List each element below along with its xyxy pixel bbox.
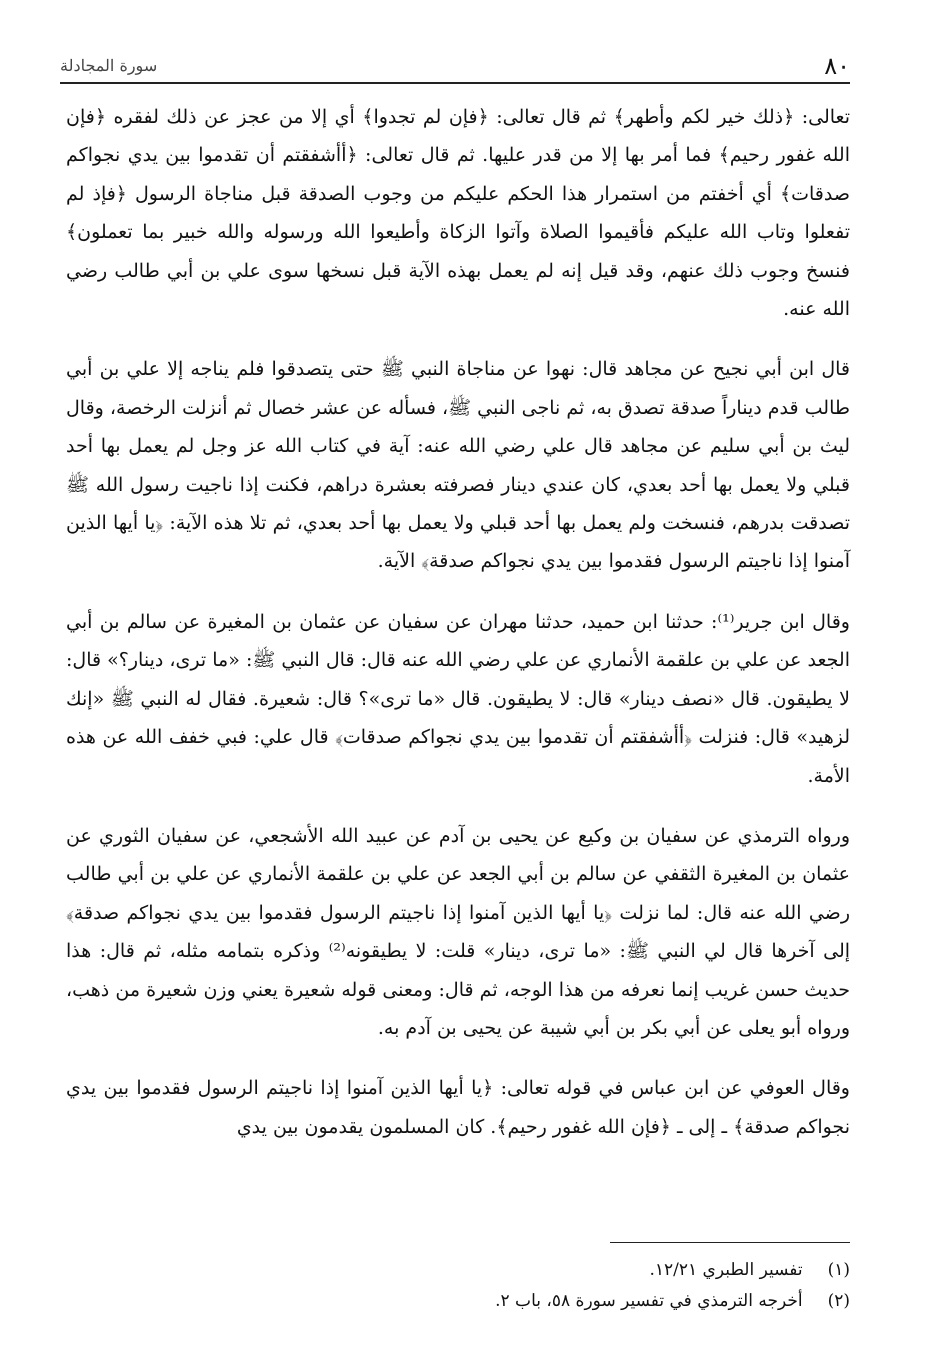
footnote-number: (١) — [827, 1260, 850, 1280]
footnote-number: (٢) — [827, 1291, 850, 1311]
paragraph: وقال العوفي عن ابن عباس في قوله تعالى: ﴿يا أيها الذين آمنوا إذا ناجيتم الرسول فقدموا بين يدي نجواكم صدقة﴾ ـ إلى ـ ﴿فإن الله غفور رحيم﴾. كان المسلمون يقدمون بين يدي — [66, 1077, 850, 1138]
footnote — [66, 1286, 850, 1317]
surah-title: سورة المجادلة — [60, 56, 158, 75]
main-text — [66, 98, 850, 1146]
footnote-divider — [610, 1242, 850, 1243]
paragraph: قال ابن أبي نجيح عن مجاهد قال: نهوا عن مناجاة النبي ﷺ حتى يتصدقوا فلم يناجه إلا علي بن أبي طالب قدم ديناراً صدقة تصدق به، ثم ناجى النبي ﷺ، فسأله عن عشر خصال ثم أنزلت الرخصة، وقال ليث بن أبي سليم عن مجاهد قال علي رضي الله عنه: آية في كتاب الله عز وجل لم يعمل بها أحد قبلي ولا يعمل بها أحد بعدي، كان عندي دينار فصرفته بعشرة دراهم، فكنت إذا ناجيت رسول الله ﷺ تصدقت بدرهم، فنسخت ولم يعمل بها أحد قبلي ولا يعمل بها أحد بعدي، ثم تلا هذه الآية: ﴿يا أيها الذين آمنوا إذا ناجيتم الرسول فقدموا بين يدي نجواكم صدقة﴾ الآية. — [66, 358, 850, 573]
paragraph: وقال ابن جرير⁽¹⁾: حدثنا ابن حميد، حدثنا مهران عن سفيان عن عثمان بن المغيرة عن سالم بن أبي الجعد عن علي بن علقمة الأنماري عن علي رضي الله عنه قال: قال النبي ﷺ: «ما ترى، دينار؟» قال: لا يطيقون. قال «نصف دينار» قال: لا يطيقون. قال «ما ترى»؟ قال: شعيرة. فقال له النبي ﷺ «إنك لزهيد» قال: فنزلت ﴿أأشفقتم أن تقدموا بين يدي نجواكم صدقات﴾ قال علي: فبي خفف الله عن هذه الأمة. — [66, 610, 850, 787]
footnote — [66, 1255, 850, 1286]
paragraph: تعالى: ﴿ذلك خير لكم وأطهر﴾ ثم قال تعالى: ﴿فإن لم تجدوا﴾ أي إلا من عجز عن ذلك لفقره ﴿فإن الله غفور رحيم﴾ فما أمر بها إلا من قدر عليها. ثم قال تعالى: ﴿أأشفقتم أن تقدموا بين يدي نجواكم صدقات﴾ أي أخفتم من استمرار هذا الحكم عليكم من وجوب الصدقة قبل مناجاة الرسول ﴿فإذ لم تفعلوا وتاب الله عليكم فأقيموا الصلاة وآتوا الزكاة وأطيعوا الله ورسوله والله خبير بما تعملون﴾ فنسخ وجوب ذلك عنهم، وقد قيل إنه لم يعمل بهذه الآية قبل نسخها سوى علي بن أبي طالب رضي الله عنه. — [66, 106, 850, 321]
page-number: ٨٠ — [824, 52, 850, 80]
page-header — [60, 48, 850, 84]
paragraph: ورواه الترمذي عن سفيان بن وكيع عن يحيى بن آدم عن عبيد الله الأشجعي، عن سفيان الثوري عن عثمان بن المغيرة الثقفي عن سالم بن أبي الجعد عن علي بن علقمة الأنماري عن علي بن أبي طالب رضي الله عنه قال: لما نزلت ﴿يا أيها الذين آمنوا إذا ناجيتم الرسول فقدموا بين يدي نجواكم صدقة﴾ إلى آخرها قال لي النبي ﷺ: «ما ترى، دينار» قلت: لا يطيقونه⁽²⁾ وذكره بتمامه مثله، ثم قال: هذا حديث حسن غريب إنما نعرفه من هذا الوجه، ثم قال: ومعنى قوله شعيرة يعني وزن شعيرة من ذهب، ورواه أبو يعلى عن أبي بكر بن أبي شيبة عن يحيى بن آدم به. — [66, 824, 851, 1039]
footnote-text: تفسير الطبري ١٢/٢١. — [649, 1260, 803, 1280]
footnotes-section — [66, 1242, 850, 1317]
footnote-text: أخرجه الترمذي في تفسير سورة ٥٨، باب ٢. — [495, 1291, 803, 1311]
